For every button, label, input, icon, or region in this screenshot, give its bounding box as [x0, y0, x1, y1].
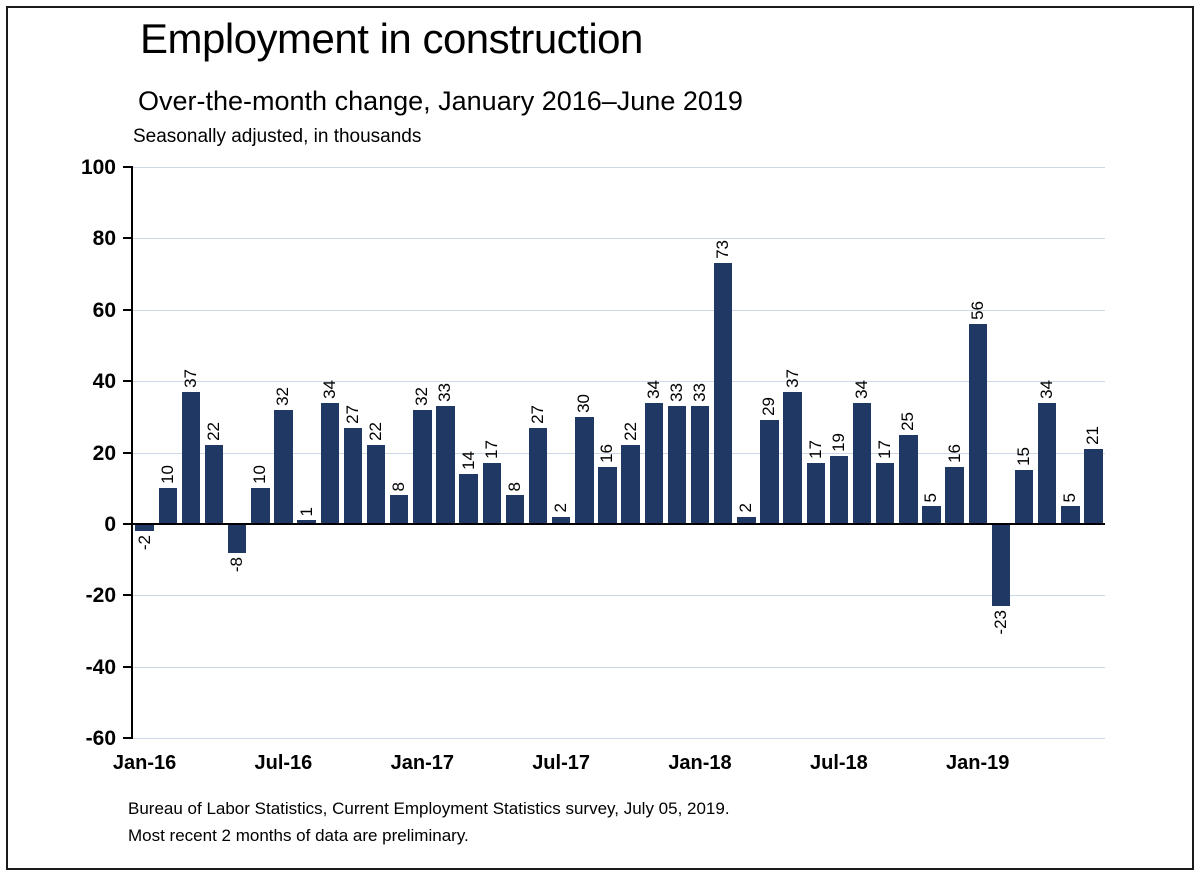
bar-value-label: 56	[967, 301, 987, 320]
bar-value-label: 10	[157, 465, 177, 485]
bar-value-label: 17	[481, 440, 501, 460]
bar-value-label: 21	[1083, 426, 1103, 445]
x-axis-label: Jul-16	[254, 752, 313, 774]
bar	[390, 495, 409, 524]
bar	[367, 445, 386, 524]
bar	[876, 463, 895, 524]
y-axis-tick	[123, 380, 131, 382]
x-axis-label: Jul-18	[809, 752, 868, 774]
bar-value-label: 1	[296, 506, 316, 517]
bar	[251, 488, 270, 524]
bar-value-label: 14	[458, 451, 478, 470]
bar	[945, 467, 964, 524]
bar-value-label: 33	[666, 383, 686, 403]
bar	[691, 406, 710, 524]
y-axis-label: -40	[85, 656, 116, 679]
bar	[159, 488, 178, 524]
bar-value-label: 73	[713, 240, 733, 260]
bar-value-label: 37	[180, 368, 200, 388]
bar-value-label: 32	[273, 386, 293, 406]
y-axis-label: 100	[80, 156, 116, 179]
bar-value-label: 29	[759, 397, 779, 417]
bar-value-label: 25	[898, 411, 918, 431]
footer-source-line: Bureau of Labor Statistics, Current Employment Statistics survey, July 05, 2019.	[128, 799, 730, 818]
bar-value-label: -23	[990, 610, 1010, 635]
bar-value-label: 8	[389, 481, 409, 492]
bar	[621, 445, 640, 524]
gridline	[133, 738, 1105, 739]
chart-subtitle: Over-the-month change, January 2016–June 2019	[138, 86, 743, 116]
chart-title: Employment in construction	[140, 15, 643, 62]
y-axis-label: -20	[85, 584, 116, 607]
x-axis-label: Jan-18	[668, 752, 732, 774]
bar	[1015, 470, 1034, 524]
bar	[135, 524, 154, 531]
y-axis-label: 80	[92, 227, 116, 250]
bar-value-label: 16	[597, 443, 617, 463]
bar	[274, 410, 293, 524]
chart-units-note: Seasonally adjusted, in thousands	[133, 126, 422, 147]
bar-value-label: 5	[921, 492, 941, 503]
bar	[413, 410, 432, 524]
bar	[992, 524, 1011, 606]
bar-value-label: 2	[736, 503, 756, 513]
bar	[436, 406, 455, 524]
bar	[1084, 449, 1103, 524]
footer-note-line: Most recent 2 months of data are preliminary.	[128, 826, 469, 845]
y-axis-label: 20	[92, 442, 116, 465]
bar	[645, 403, 664, 524]
bar-value-label: 16	[944, 443, 964, 463]
zero-baseline	[133, 523, 1105, 525]
x-axis-label: Jan-19	[946, 752, 1010, 774]
gridline	[133, 238, 1105, 239]
gridline	[133, 595, 1105, 596]
bar	[459, 474, 478, 524]
y-axis-tick	[123, 594, 131, 596]
bar-value-label: 10	[250, 465, 270, 485]
bar	[205, 445, 224, 524]
bar-value-label: 27	[528, 404, 547, 424]
bar	[529, 428, 548, 524]
bar-value-label: 34	[1037, 379, 1057, 399]
bar	[575, 417, 594, 524]
y-axis-label: 60	[92, 299, 116, 322]
bar	[807, 463, 826, 524]
bar	[714, 263, 733, 524]
bar-value-label: 37	[782, 368, 802, 388]
bar	[598, 467, 617, 524]
bar	[783, 392, 802, 524]
bar	[853, 403, 872, 524]
bar-value-label: 5	[1060, 492, 1080, 503]
gridline	[133, 381, 1105, 382]
bar-value-label: 22	[620, 422, 640, 442]
y-axis-label: 0	[104, 513, 116, 536]
bar-value-label: 32	[412, 386, 432, 406]
bar	[1038, 403, 1057, 524]
bar-value-label: -2	[134, 535, 154, 551]
bar	[483, 463, 502, 524]
bar-value-label: 34	[643, 379, 663, 399]
bar	[830, 456, 849, 524]
bar-value-label: 22	[366, 422, 385, 442]
bar	[182, 392, 201, 524]
y-axis-tick	[123, 309, 131, 311]
bar	[228, 524, 247, 553]
bar-value-label: 17	[875, 440, 895, 460]
y-axis-label: -60	[85, 727, 116, 750]
y-axis-tick	[123, 237, 131, 239]
bar-value-label: 30	[574, 393, 594, 413]
y-axis-tick	[123, 737, 131, 739]
bar	[922, 506, 941, 524]
gridline	[133, 167, 1105, 168]
bar-value-label: 22	[204, 422, 223, 442]
bar-value-label: 33	[690, 383, 709, 403]
bar-value-label: 17	[805, 440, 825, 460]
bar	[899, 435, 918, 524]
bar-value-label: 19	[828, 433, 848, 453]
bar-value-label: 34	[319, 379, 339, 399]
bar	[321, 403, 340, 524]
gridline	[133, 310, 1105, 311]
chart-footer	[128, 795, 730, 849]
bar-value-label: 8	[504, 481, 524, 492]
bar	[1061, 506, 1080, 524]
y-axis-tick	[123, 166, 131, 168]
bar-value-label: 33	[435, 383, 455, 403]
bar	[344, 428, 363, 524]
bar	[760, 420, 779, 524]
bar-value-label: 15	[1014, 447, 1033, 467]
bar-value-label: 27	[342, 404, 362, 424]
x-axis-label: Jan-17	[390, 752, 454, 774]
bar	[969, 324, 988, 524]
bar-value-label: 34	[852, 379, 871, 399]
y-axis-tick	[123, 452, 131, 454]
bar-value-label: 2	[551, 503, 571, 513]
y-axis-label: 40	[92, 370, 116, 393]
y-axis-line	[131, 166, 133, 739]
x-axis-label: Jan-16	[112, 752, 177, 774]
x-axis-label: Jul-17	[532, 752, 590, 774]
y-axis-tick	[123, 666, 131, 668]
y-axis-tick	[123, 523, 131, 525]
gridline	[133, 667, 1105, 668]
bar-value-label: -8	[227, 556, 247, 572]
bar	[668, 406, 687, 524]
bar	[506, 495, 525, 524]
